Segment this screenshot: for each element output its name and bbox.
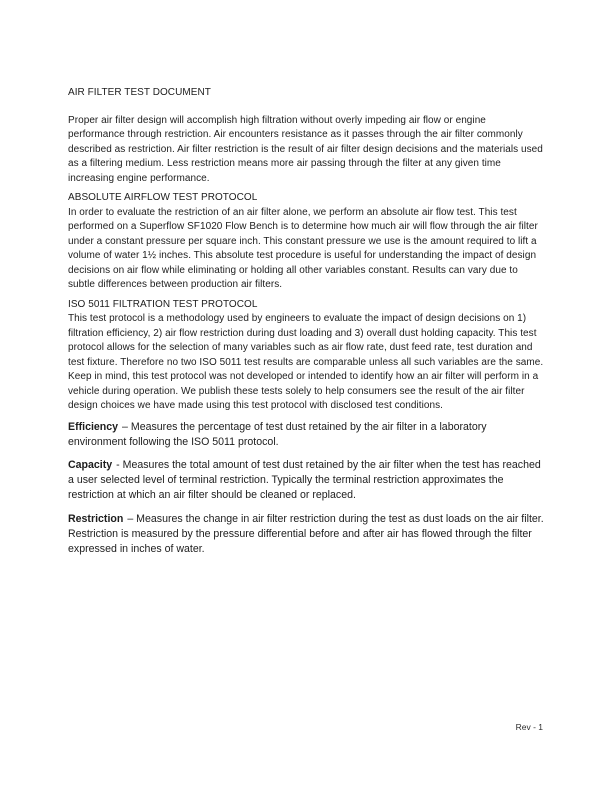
definition-efficiency <box>68 420 545 450</box>
definition-restriction <box>68 512 545 557</box>
section-body-iso-5011: This test protocol is a methodology used by engineers to evaluate the impact of design decisions on 1) filtration efficiency, 2) air flow restriction during dust loading and 3) overall dust holding capacity. This test protocol allows for the selection of many variables such as air flow rate, dust feed rate, test duration and test fixture. Therefore no two ISO 5011 test results are comparable unless all such variables are the same. Keep in mind, this test protocol was not developed or intended to identify how an air filter will perform in a vehicle during operation. We publish these tests solely to help consumers see the result of the air filter design choices we have made using this test protocol with disclosed test conditions. <box>68 313 544 411</box>
document-title: AIR FILTER TEST DOCUMENT <box>68 87 211 98</box>
section-body-absolute-airflow: In order to evaluate the restriction of an air filter alone, we perform an absolute air flow test. This test performed on a Superflow SF1020 Flow Bench is to determine how much air will flow through the air filter under a constant pressure per square inch. This constant pressure we use is the amount required to lift a volume of water 1½ inches. This absolute test procedure is useful for understanding the impact of design decisions on air flow while eliminating or holding all other variables constant. Results can vary due to subtle differences between production air filters. <box>68 206 538 290</box>
definition-term-restriction: Restriction <box>68 512 124 525</box>
definition-capacity <box>68 458 545 503</box>
definition-term-efficiency: Efficiency <box>68 420 119 433</box>
definition-text-capacity: - Measures the total amount of test dust retained by the air filter when the test has reached a user selected level of terminal restriction. Typically the terminal restriction approximates the restriction at which an air filter should be cleaned or replaced. <box>68 459 541 501</box>
section-absolute-airflow <box>68 191 545 293</box>
definition-term-capacity: Capacity <box>68 459 113 471</box>
intro-paragraph: Proper air filter design will accomplish high filtration without overly impeding air flow or engine performance through restriction. Air encounters resistance as it passes through the air filter commonly described as restriction. Air filter restriction is the result of air filter design decisions and the materials used as a filtering medium. Less restriction means more air passing through the filter at any given time increasing engine performance. <box>68 114 543 184</box>
definitions-block <box>68 420 545 557</box>
section-iso-5011 <box>68 298 545 414</box>
definition-text-efficiency: – Measures the percentage of test dust retained by the air filter in a laboratory environment following the ISO 5011 protocol. <box>68 420 487 448</box>
document-content <box>68 86 545 565</box>
footer-revision-label: Rev - 1 <box>515 722 543 732</box>
section-heading-iso-5011: ISO 5011 FILTRATION TEST PROTOCOL <box>68 298 258 310</box>
definition-text-restriction: – Measures the change in air filter restriction during the test as dust loads on the air filter. Restriction is measured by the pressure differential before and after air has flowed through the filter expressed in inches of water. <box>68 512 544 555</box>
section-heading-absolute-airflow: ABSOLUTE AIRFLOW TEST PROTOCOL <box>68 192 258 203</box>
